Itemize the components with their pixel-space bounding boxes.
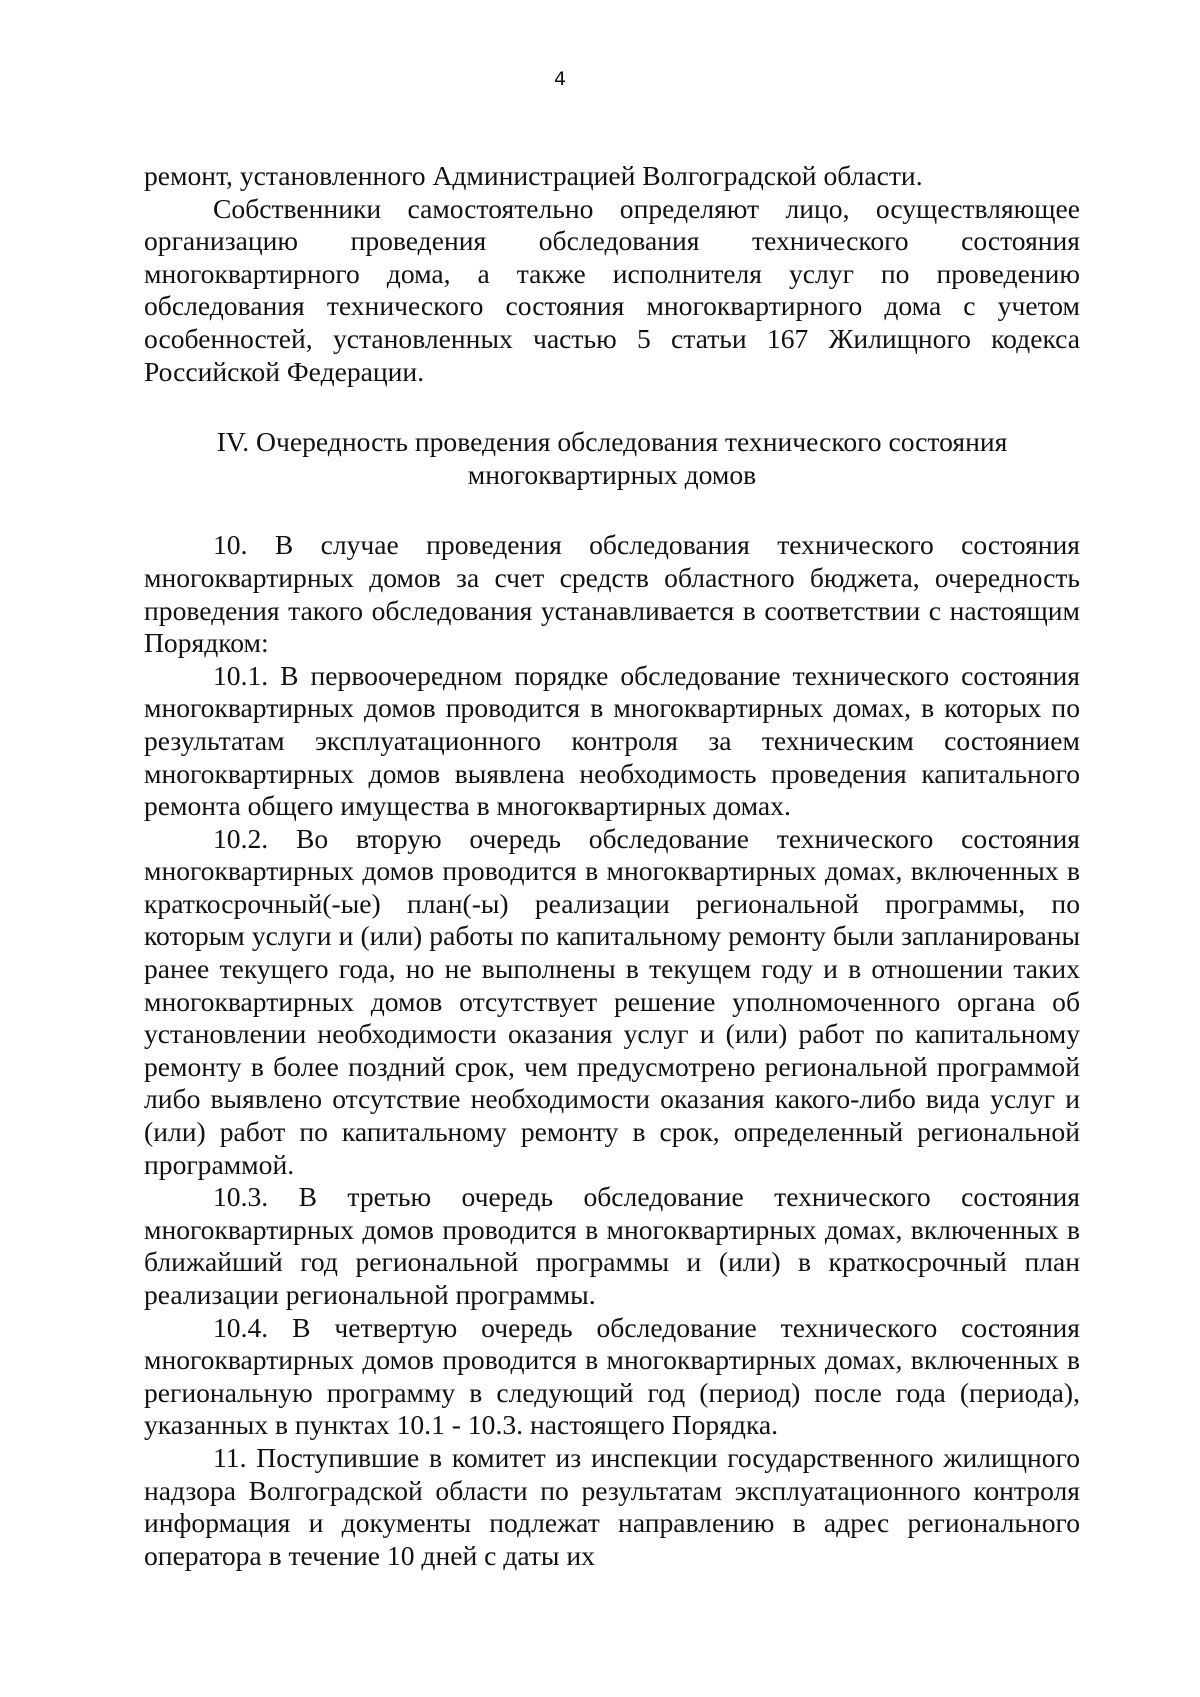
paragraph-10-1: 10.1. В первоочередном порядке обследование технического состояния многоквартирных домов проводится в многоквартирных домах, в которых по результатам эксплуатационного контроля за техническим состоянием многоквартирных домов выявлена необходимость проведения капитального ремонта общего имущества в многоквартирных домах.: [144, 659, 1080, 822]
paragraph-continuation: ремонт, установленного Администрацией Волгоградской области.: [144, 160, 923, 191]
section-heading-line-2: многоквартирных домов: [467, 458, 757, 490]
section-heading: [144, 426, 1080, 491]
paragraph-10: 10. В случае проведения обследования технического состояния многоквартирных домов за счет средств областного бюджета, очередность проведения такого обследования устанавливается в соответствии с настоящим Порядком:: [144, 529, 1080, 659]
page-number: 4: [553, 68, 567, 90]
paragraph-10-2: 10.2. Во вторую очередь обследование технического состояния многоквартирных домов проводится в многоквартирных домах, включенных в краткосрочный(-ые) план(-ы) реализации региональной программы, по которым услуги и (или) работы по капитальному ремонту были запланированы ранее текущего года, но не выполнены в текущем году и в отношении таких многоквартирных домов отсутствует решение уполномоченного органа об установлении необходимости оказания услуг и (или) работ по капитальному ремонту в более поздний срок, чем предусмотрено региональной программой либо выявлено отсутствие необходимости оказания какого-либо вида услуг и (или) работ по капитальному ремонту в срок, определенный региональной программой.: [144, 822, 1080, 1180]
section-heading-line-1: IV. Очередность проведения обследования технического состояния: [216, 426, 1008, 458]
paragraph-11: 11. Поступившие в комитет из инспекции государственного жилищного надзора Волгоградской области по результатам эксплуатационного контроля информация и документы подлежат направлению в адрес регионального оператора в течение 10 дней с даты их: [144, 1441, 1080, 1571]
document-body: [144, 160, 1080, 1572]
paragraph-10-4: 10.4. В четвертую очередь обследование технического состояния многоквартирных домов проводится в многоквартирных домах, включенных в региональную программу в следующий год (период) после года (периода), указанных в пунктах 10.1 - 10.3. настоящего Порядка.: [144, 1311, 1080, 1441]
paragraph-owners: Собственники самостоятельно определяют лицо, осуществляющее организацию проведения обследования технического состояния многоквартирного дома, а также исполнителя услуг по проведению обследования технического состояния многоквартирного дома с учетом особенностей, установленных частью 5 статьи 167 Жилищного кодекса Российской Федерации.: [144, 192, 1080, 387]
paragraph-10-3: 10.3. В третью очередь обследование технического состояния многоквартирных домов проводится в многоквартирных домах, включенных в ближайший год региональной программы и (или) в краткосрочный план реализации региональной программы.: [144, 1181, 1080, 1310]
